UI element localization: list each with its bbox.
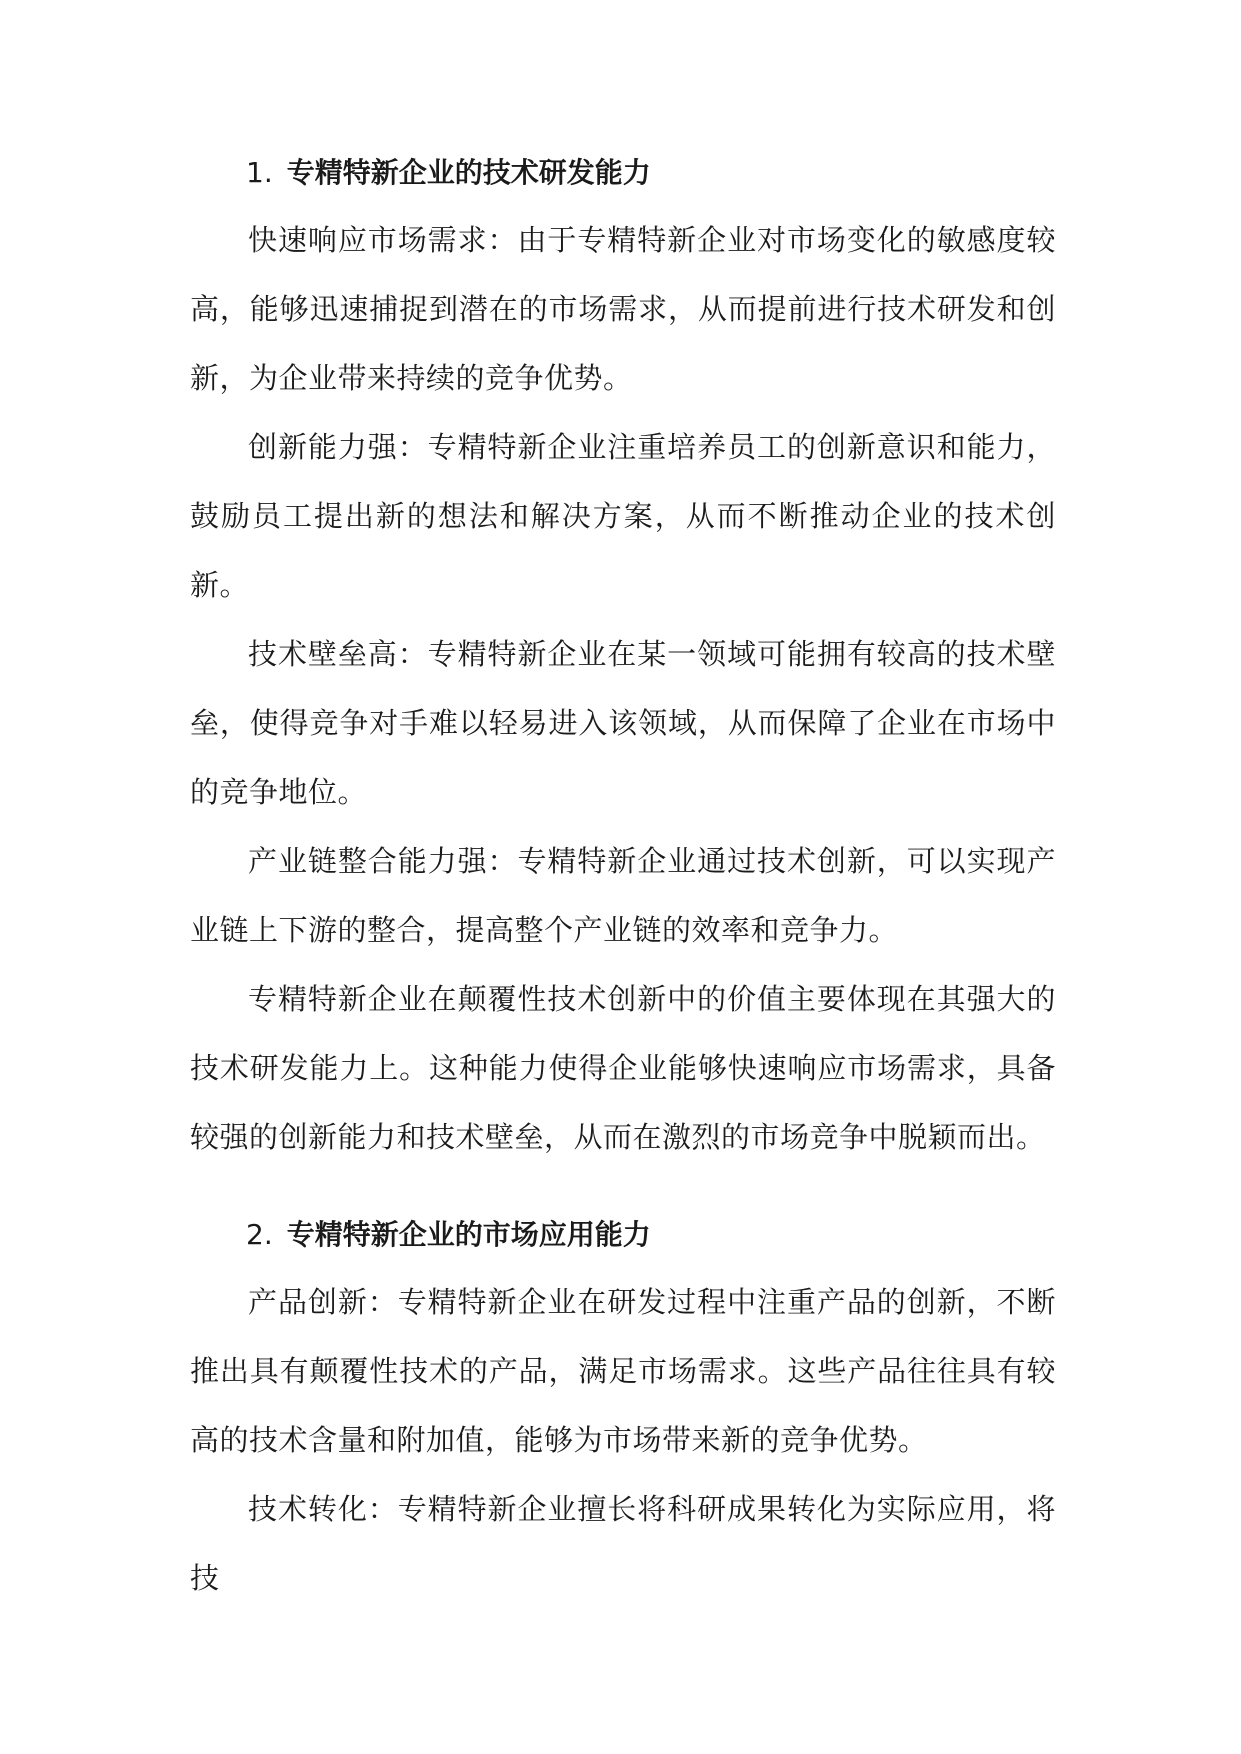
- paragraph: 创新能力强：专精特新企业注重培养员工的创新意识和能力，鼓励员工提出新的想法和解决方案，从而不断推动企业的技术创新。: [190, 430, 1056, 602]
- section-number: 2.: [246, 1218, 273, 1251]
- section-title: 专精特新企业的技术研发能力: [286, 156, 651, 189]
- section-title: 专精特新企业的市场应用能力: [286, 1218, 651, 1251]
- section-heading-1: [190, 140, 1056, 206]
- paragraph: 技术壁垒高：专精特新企业在某一领域可能拥有较高的技术壁垒，使得竞争对手难以轻易进入该领域，从而保障了企业在市场中的竞争地位。: [190, 637, 1056, 809]
- paragraph: 技术转化：专精特新企业擅长将科研成果转化为实际应用，将技: [190, 1492, 1056, 1595]
- paragraph: 专精特新企业在颠覆性技术创新中的价值主要体现在其强大的技术研发能力上。这种能力使得企业能够快速响应市场需求，具备较强的创新能力和技术壁垒，从而在激烈的市场竞争中脱颖而出。: [190, 982, 1056, 1154]
- paragraph: 产品创新：专精特新企业在研发过程中注重产品的创新，不断推出具有颠覆性技术的产品，满足市场需求。这些产品往往具有较高的技术含量和附加值，能够为市场带来新的竞争优势。: [190, 1285, 1056, 1457]
- paragraph: 产业链整合能力强：专精特新企业通过技术创新，可以实现产业链上下游的整合，提高整个产业链的效率和竞争力。: [190, 844, 1056, 947]
- section-heading-2: [190, 1202, 1056, 1268]
- section-number: 1.: [246, 156, 273, 189]
- paragraph: 快速响应市场需求：由于专精特新企业对市场变化的敏感度较高，能够迅速捕捉到潜在的市场需求，从而提前进行技术研发和创新，为企业带来持续的竞争优势。: [190, 223, 1056, 395]
- document-page: [190, 140, 1056, 1613]
